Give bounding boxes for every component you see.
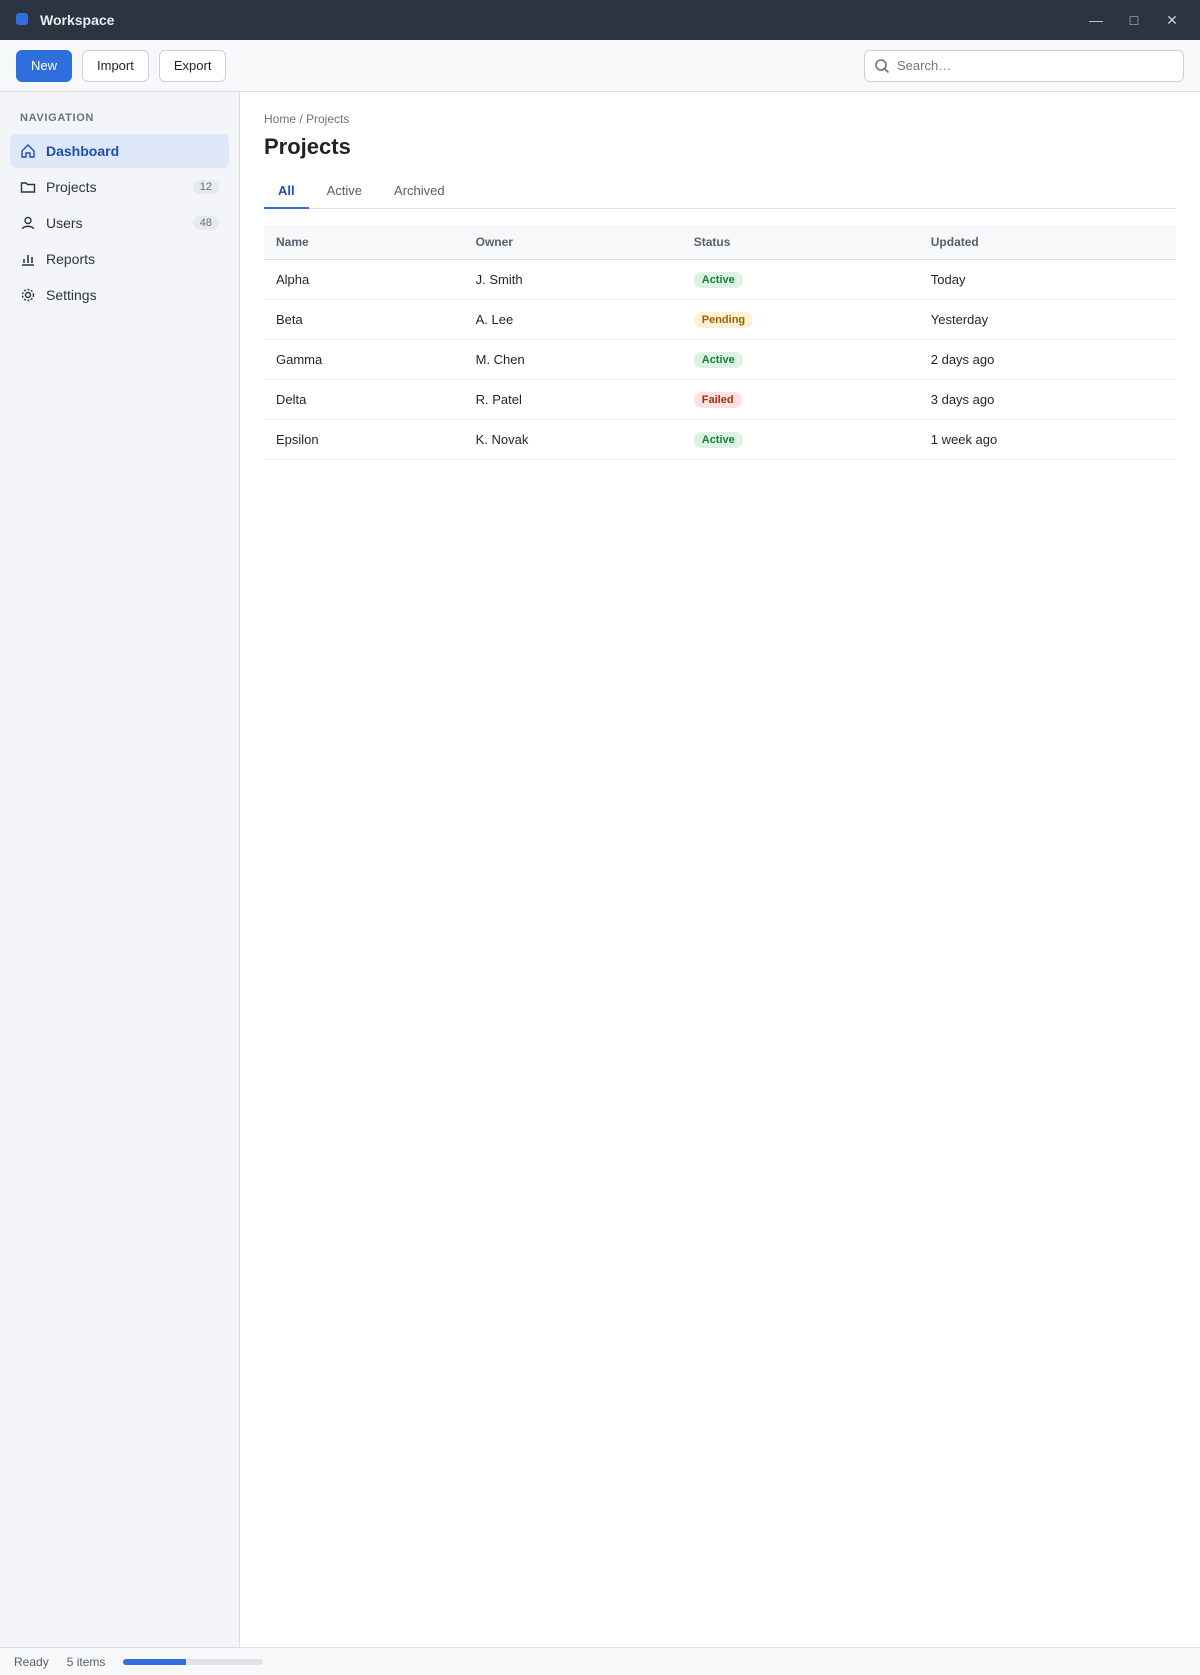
sidebar-item-label: Dashboard xyxy=(46,143,120,159)
status-bar xyxy=(0,1647,1200,1675)
folder-icon xyxy=(20,179,36,195)
cell-name: Gamma xyxy=(264,340,464,380)
import-button[interactable]: Import xyxy=(82,50,149,82)
search-box xyxy=(864,50,1184,82)
progress-bar xyxy=(123,1659,263,1665)
cell-owner: A. Lee xyxy=(464,300,682,340)
cell-name: Alpha xyxy=(264,260,464,300)
cell-name: Beta xyxy=(264,300,464,340)
toolbar xyxy=(0,40,1200,92)
sidebar-item-users[interactable] xyxy=(10,206,229,240)
table-row[interactable] xyxy=(264,340,1176,380)
search-icon xyxy=(874,58,890,74)
gear-icon xyxy=(20,287,36,303)
status-badge: Pending xyxy=(694,312,753,328)
sidebar-item-label: Settings xyxy=(46,287,97,303)
page-title: Projects xyxy=(264,134,351,159)
search-input[interactable] xyxy=(864,50,1184,82)
title-bar xyxy=(0,0,1200,40)
cell-updated: Today xyxy=(919,260,1176,300)
tab-active[interactable]: Active xyxy=(326,183,363,198)
sidebar-item-dashboard[interactable] xyxy=(10,134,229,168)
sidebar-item-label: Users xyxy=(46,215,83,231)
projects-table xyxy=(264,225,1176,460)
table-header-row xyxy=(264,225,1176,260)
sidebar-item-label: Reports xyxy=(46,251,96,267)
tab-bar xyxy=(264,174,1176,209)
cell-owner: M. Chen xyxy=(464,340,682,380)
export-button[interactable]: Export xyxy=(159,50,227,82)
cell-updated: 1 week ago xyxy=(919,420,1176,460)
item-count: 5 items xyxy=(66,1654,106,1669)
column-header-updated[interactable]: Updated xyxy=(919,225,1176,260)
home-icon xyxy=(20,143,36,159)
status-badge: Failed xyxy=(694,392,742,408)
cell-owner: J. Smith xyxy=(464,260,682,300)
table-row[interactable] xyxy=(264,380,1176,420)
cell-owner: R. Patel xyxy=(464,380,682,420)
cell-name: Epsilon xyxy=(264,420,464,460)
app-title: Workspace xyxy=(40,12,115,28)
breadcrumb: Home / Projects xyxy=(264,112,350,126)
sidebar-item-projects[interactable] xyxy=(10,170,229,204)
status-text: Ready xyxy=(14,1654,49,1669)
cell-updated: 2 days ago xyxy=(919,340,1176,380)
main-content xyxy=(240,92,1200,1647)
column-header-owner[interactable]: Owner xyxy=(464,225,682,260)
status-badge: Active xyxy=(694,352,743,368)
user-icon xyxy=(20,215,36,231)
body xyxy=(0,92,1200,1647)
sidebar xyxy=(0,92,240,1647)
cell-updated: Yesterday xyxy=(919,300,1176,340)
cell-updated: 3 days ago xyxy=(919,380,1176,420)
tab-all[interactable]: All xyxy=(264,174,309,209)
status-badge: Active xyxy=(694,432,743,448)
table-row[interactable] xyxy=(264,420,1176,460)
sidebar-item-count: 12 xyxy=(193,180,219,194)
app-icon xyxy=(14,11,30,30)
maximize-button[interactable]: □ xyxy=(1129,12,1139,28)
column-header-name[interactable]: Name xyxy=(264,225,464,260)
status-badge: Active xyxy=(694,272,743,288)
sidebar-item-settings[interactable] xyxy=(10,278,229,312)
close-button[interactable]: ✕ xyxy=(1166,11,1178,28)
sidebar-item-reports[interactable] xyxy=(10,242,229,276)
sidebar-heading: NAVIGATION xyxy=(20,112,95,124)
table-row[interactable] xyxy=(264,260,1176,300)
minimize-button[interactable]: — xyxy=(1089,12,1103,28)
tab-archived[interactable]: Archived xyxy=(394,183,445,198)
sidebar-item-label: Projects xyxy=(46,179,97,195)
cell-owner: K. Novak xyxy=(464,420,682,460)
chart-icon xyxy=(20,251,36,267)
progress-fill xyxy=(123,1659,186,1665)
table-row[interactable] xyxy=(264,300,1176,340)
new-button[interactable]: New xyxy=(16,50,72,82)
column-header-status[interactable]: Status xyxy=(682,225,919,260)
cell-name: Delta xyxy=(264,380,464,420)
sidebar-item-count: 48 xyxy=(193,216,219,230)
